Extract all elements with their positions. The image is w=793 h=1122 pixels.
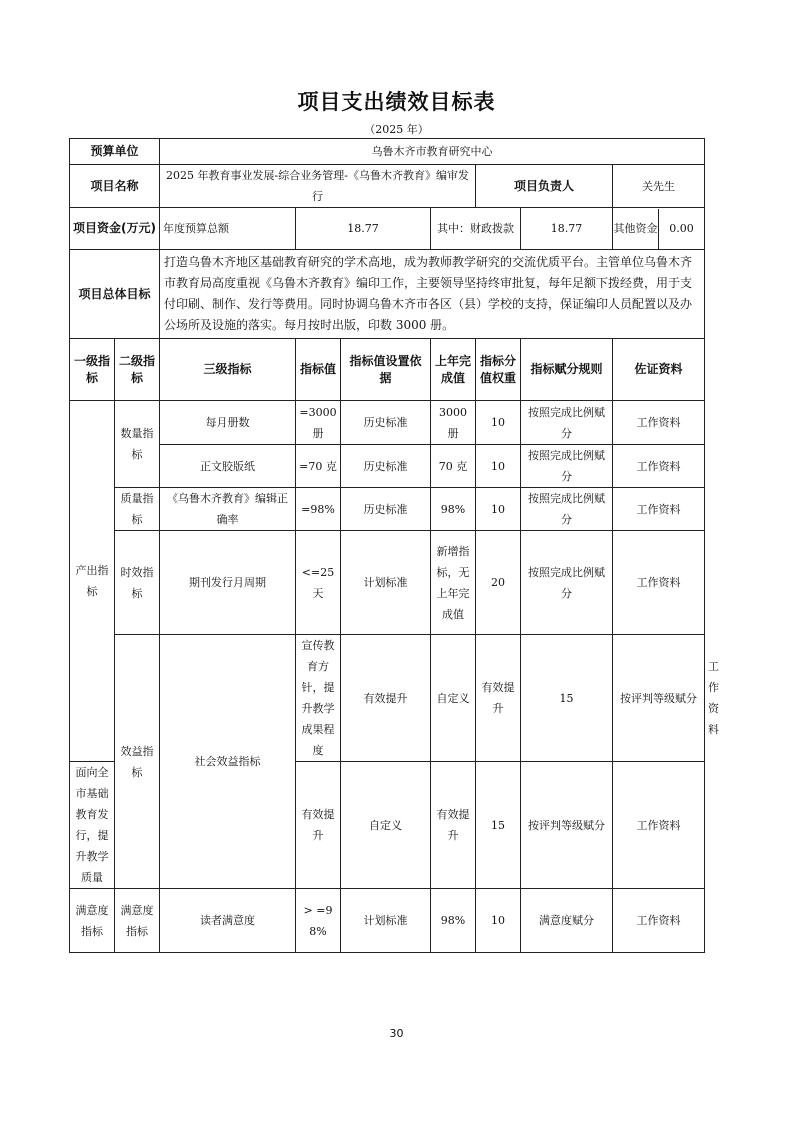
group-output: 产出指标 — [70, 401, 115, 762]
row5-value: 有效提升 — [341, 635, 431, 762]
row6-last: 有效提升 — [431, 762, 476, 889]
row1-value: =3000册 — [296, 401, 341, 445]
row5-rule: 按评判等级赋分 — [613, 635, 705, 762]
row3-last: 98% — [431, 488, 476, 531]
row5-indicator: 宣传教育方针，提升教学成果程度 — [296, 635, 341, 762]
row3-basis: 历史标准 — [341, 488, 431, 531]
header-last-year: 上年完成值 — [431, 339, 476, 401]
row1-weight: 10 — [476, 401, 521, 445]
annual-total-value: 18.77 — [296, 208, 431, 250]
row6-rule: 按评判等级赋分 — [521, 762, 613, 889]
group-quality: 质量指标 — [115, 488, 160, 531]
row3-weight: 10 — [476, 488, 521, 531]
row2-weight: 10 — [476, 445, 521, 488]
row6-weight: 15 — [476, 762, 521, 889]
row5-basis: 自定义 — [431, 635, 476, 762]
row6-value: 有效提升 — [296, 762, 341, 889]
row1-last: 3000册 — [431, 401, 476, 445]
annual-total-label: 年度预算总额 — [160, 208, 296, 250]
row4-rule: 按照完成比例赋分 — [521, 531, 613, 635]
row7-weight: 10 — [476, 889, 521, 953]
performance-goal-table: 预算单位 乌鲁木齐市教育研究中心 项目名称 2025 年教育事业发展-综合业务管理-《乌鲁木齐教育》编审发行 项目负责人 关先生 项目资金(万元) 年度预算总额 18.77 其中：财政拨款 18.77 其他资金 0.00 项目总体目标 打造乌鲁木齐地区基础教育研究的学术高地，成为教师教学研究的交流优质平台。主管单位乌鲁木齐市教育局高度重视《乌鲁木齐教育》编印工作，主要领导坚持终审批复，每年足额下拨经费，用于支付印刷、制作、发行等费用。同时协调乌鲁木齐市各区（县）学校的支持，保证编印人员配置以及办公场所及设施的落实。每月按时出版，印数 3000 册。 一级指标 二级指标 三级指标 指标值 指标值设置依据 上年完成值 指标分值权重 指标赋分规则 佐证资料 产出指标 数量指标 每月册数 =3000册 历史标准 3000册 10 按照完成比例赋分 工作资料 正文胶版纸 =70 克 历史标准 70 克 10 按照完成比例赋分 工作资料 质量指标 《乌鲁木齐教育》编辑正确率 =98% 历史标准 98% 10 按照完成比例赋分 工作资料 时效指标 期刊发行月周期 <=25天 计划标准 新增指标，无上年完成值 20 按照完成比例赋分 工作资料 效益指标 社会效益指标 宣传教育方针，提升教学成果程度 有效提升 自定义 有效提升 15 按评判等级赋分 工作资料 面向全市基础教育发行，提升教学质量 有效提升 自定义 有效提升 15 按评判等级赋分 工作资料 满意度指标 满意度指标 读者满意度 > =98% 计划标准 98% 10 满意度赋分 工作资料 — [69, 138, 705, 953]
row2-evidence: 工作资料 — [613, 445, 705, 488]
row2-indicator: 正文胶版纸 — [160, 445, 296, 488]
row1-basis: 历史标准 — [341, 401, 431, 445]
row2-rule: 按照完成比例赋分 — [521, 445, 613, 488]
group-benefit: 效益指标 — [115, 635, 160, 889]
row4-basis: 计划标准 — [341, 531, 431, 635]
header-weight: 指标分值权重 — [476, 339, 521, 401]
project-funds-label: 项目资金(万元) — [70, 208, 160, 250]
year-label: （2025 年） — [364, 123, 429, 136]
row2-basis: 历史标准 — [341, 445, 431, 488]
row3-value: =98% — [296, 488, 341, 531]
row5-last: 有效提升 — [476, 635, 521, 762]
row7-evidence: 工作资料 — [613, 889, 705, 953]
page-number: 30 — [389, 1027, 404, 1040]
row4-last: 新增指标，无上年完成值 — [431, 531, 476, 635]
page-title: 项目支出绩效目标表 — [297, 90, 496, 114]
row7-rule: 满意度赋分 — [521, 889, 613, 953]
header-scoring: 指标赋分规则 — [521, 339, 613, 401]
group-satisfaction-l1: 满意度指标 — [70, 889, 115, 953]
row5-weight: 15 — [521, 635, 613, 762]
row2-last: 70 克 — [431, 445, 476, 488]
other-funds-value: 0.00 — [669, 222, 694, 235]
row1-indicator: 每月册数 — [160, 401, 296, 445]
header-basis: 指标值设置依据 — [341, 339, 431, 401]
row3-evidence: 工作资料 — [613, 488, 705, 531]
project-name-value: 2025 年教育事业发展-综合业务管理-《乌鲁木齐教育》编审发行 — [160, 165, 476, 208]
overall-goal-label: 项目总体目标 — [70, 250, 160, 339]
header-level3: 三级指标 — [160, 339, 296, 401]
row7-last: 98% — [431, 889, 476, 953]
group-satisfaction-l2: 满意度指标 — [115, 889, 160, 953]
row4-value: <=25天 — [296, 531, 341, 635]
header-evidence: 佐证资料 — [613, 339, 705, 401]
row7-indicator: 读者满意度 — [160, 889, 296, 953]
group-social: 社会效益指标 — [160, 635, 296, 889]
header-level1: 一级指标 — [70, 339, 115, 401]
overall-goal-text: 打造乌鲁木齐地区基础教育研究的学术高地，成为教师教学研究的交流优质平台。主管单位乌鲁木齐市教育局高度重视《乌鲁木齐教育》编印工作，主要领导坚持终审批复，每年足额下拨经费，用于支付印刷、制作、发行等费用。同时协调乌鲁木齐市各区（县）学校的支持，保证编印人员配置以及办公场所及设施的落实。每月按时出版，印数 3000 册。 — [160, 250, 705, 339]
row6-evidence: 工作资料 — [613, 762, 705, 889]
fiscal-label: 其中：财政拨款 — [431, 208, 521, 250]
project-leader-label: 项目负责人 — [476, 165, 613, 208]
row6-indicator: 面向全市基础教育发行，提升教学质量 — [70, 762, 115, 889]
header-value: 指标值 — [296, 339, 341, 401]
row2-value: =70 克 — [296, 445, 341, 488]
budget-unit-value: 乌鲁木齐市教育研究中心 — [160, 139, 705, 165]
group-quantity: 数量指标 — [115, 401, 160, 488]
row6-basis: 自定义 — [341, 762, 431, 889]
row7-basis: 计划标准 — [341, 889, 431, 953]
fiscal-value: 18.77 — [521, 208, 613, 250]
other-funds-label: 其他资金 — [613, 209, 659, 249]
row4-evidence: 工作资料 — [613, 531, 705, 635]
row4-indicator: 期刊发行月周期 — [160, 531, 296, 635]
row3-rule: 按照完成比例赋分 — [521, 488, 613, 531]
group-timeliness: 时效指标 — [115, 531, 160, 635]
row1-rule: 按照完成比例赋分 — [521, 401, 613, 445]
row4-weight: 20 — [476, 531, 521, 635]
project-leader-value: 关先生 — [613, 165, 705, 208]
row3-indicator: 《乌鲁木齐教育》编辑正确率 — [160, 488, 296, 531]
row7-value: > =98% — [296, 889, 341, 953]
project-name-label: 项目名称 — [70, 165, 160, 208]
header-level2: 二级指标 — [115, 339, 160, 401]
row1-evidence: 工作资料 — [613, 401, 705, 445]
budget-unit-label: 预算单位 — [70, 139, 160, 165]
